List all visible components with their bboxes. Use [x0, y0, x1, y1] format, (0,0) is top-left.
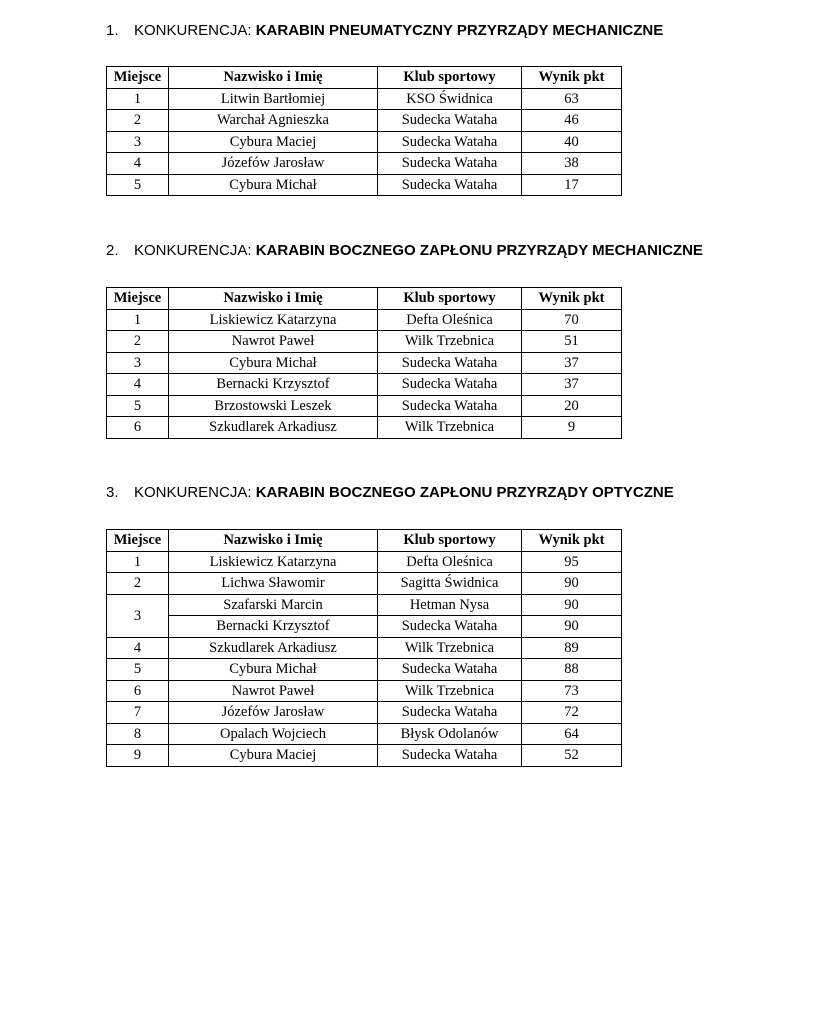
- cell-name: Szkudlarek Arkadiusz: [169, 637, 378, 659]
- table-header-row: [107, 530, 622, 552]
- cell-score: 20: [522, 395, 622, 417]
- cell-club: Sudecka Wataha: [378, 153, 522, 175]
- cell-score: 89: [522, 637, 622, 659]
- cell-score: 90: [522, 616, 622, 638]
- cell-place: 8: [107, 723, 169, 745]
- cell-name: Cybura Michał: [169, 352, 378, 374]
- cell-score: 37: [522, 374, 622, 396]
- cell-score: 38: [522, 153, 622, 175]
- cell-score: 88: [522, 659, 622, 681]
- table-row: [107, 352, 622, 374]
- cell-club: Sudecka Wataha: [378, 616, 522, 638]
- cell-place: 2: [107, 573, 169, 595]
- results-table-3: [106, 529, 622, 767]
- cell-club: Sudecka Wataha: [378, 131, 522, 153]
- cell-score: 63: [522, 88, 622, 110]
- table-row: [107, 659, 622, 681]
- competition-prefix: KONKURENCJA:: [134, 22, 252, 39]
- cell-name: Józefów Jarosław: [169, 702, 378, 724]
- table-row: [107, 594, 622, 616]
- cell-place: 5: [107, 174, 169, 196]
- cell-place: 6: [107, 417, 169, 439]
- cell-name: Bernacki Krzysztof: [169, 616, 378, 638]
- table-row: [107, 680, 622, 702]
- cell-club: KSO Świdnica: [378, 88, 522, 110]
- cell-score: 70: [522, 309, 622, 331]
- column-header-place: Miejsce: [107, 67, 169, 89]
- cell-name: Liskiewicz Katarzyna: [169, 551, 378, 573]
- cell-club: Wilk Trzebnica: [378, 331, 522, 353]
- cell-place: 2: [107, 110, 169, 132]
- column-header-score: Wynik pkt: [522, 67, 622, 89]
- competition-number: 2.: [106, 242, 119, 259]
- cell-place: 9: [107, 745, 169, 767]
- cell-name: Brzostowski Leszek: [169, 395, 378, 417]
- column-header-name: Nazwisko i Imię: [169, 530, 378, 552]
- cell-name: Litwin Bartłomiej: [169, 88, 378, 110]
- cell-score: 46: [522, 110, 622, 132]
- cell-place: 5: [107, 395, 169, 417]
- cell-place: 4: [107, 637, 169, 659]
- table-row: [107, 331, 622, 353]
- cell-name: Cybura Maciej: [169, 745, 378, 767]
- cell-place: 4: [107, 374, 169, 396]
- table-row: [107, 573, 622, 595]
- cell-place: 5: [107, 659, 169, 681]
- cell-name: Nawrot Paweł: [169, 331, 378, 353]
- cell-score: 40: [522, 131, 622, 153]
- cell-club: Sudecka Wataha: [378, 702, 522, 724]
- cell-name: Józefów Jarosław: [169, 153, 378, 175]
- table-row: [107, 616, 622, 638]
- table-row: [107, 723, 622, 745]
- cell-score: 73: [522, 680, 622, 702]
- table-row: [107, 745, 622, 767]
- cell-club: Sudecka Wataha: [378, 395, 522, 417]
- cell-score: 90: [522, 594, 622, 616]
- table-row: [107, 110, 622, 132]
- cell-place: 3: [107, 131, 169, 153]
- cell-name: Liskiewicz Katarzyna: [169, 309, 378, 331]
- results-table-2: [106, 287, 622, 439]
- cell-club: Sudecka Wataha: [378, 745, 522, 767]
- column-header-club: Klub sportowy: [378, 530, 522, 552]
- table-header-row: [107, 288, 622, 310]
- table-header-row: [107, 67, 622, 89]
- cell-score: 17: [522, 174, 622, 196]
- table-row: [107, 702, 622, 724]
- cell-name: Opalach Wojciech: [169, 723, 378, 745]
- cell-name: Lichwa Sławomir: [169, 573, 378, 595]
- table-row: [107, 637, 622, 659]
- cell-score: 52: [522, 745, 622, 767]
- cell-place: 1: [107, 88, 169, 110]
- table-row: [107, 551, 622, 573]
- column-header-name: Nazwisko i Imię: [169, 67, 378, 89]
- cell-name: Szafarski Marcin: [169, 594, 378, 616]
- cell-score: 72: [522, 702, 622, 724]
- cell-score: 95: [522, 551, 622, 573]
- cell-name: Cybura Michał: [169, 659, 378, 681]
- cell-score: 64: [522, 723, 622, 745]
- column-header-score: Wynik pkt: [522, 288, 622, 310]
- table-row: [107, 153, 622, 175]
- cell-place: 1: [107, 309, 169, 331]
- cell-club: Defta Oleśnica: [378, 309, 522, 331]
- cell-place: 3: [107, 594, 169, 637]
- cell-place: 6: [107, 680, 169, 702]
- table-row: [107, 88, 622, 110]
- competition-number: 1.: [106, 22, 119, 39]
- results-table-1: [106, 66, 622, 196]
- cell-club: Sagitta Świdnica: [378, 573, 522, 595]
- cell-club: Sudecka Wataha: [378, 659, 522, 681]
- cell-place: 2: [107, 331, 169, 353]
- column-header-place: Miejsce: [107, 530, 169, 552]
- table-row: [107, 395, 622, 417]
- table-row: [107, 309, 622, 331]
- cell-club: Błysk Odolanów: [378, 723, 522, 745]
- cell-name: Cybura Maciej: [169, 131, 378, 153]
- cell-club: Sudecka Wataha: [378, 174, 522, 196]
- cell-club: Hetman Nysa: [378, 594, 522, 616]
- cell-score: 37: [522, 352, 622, 374]
- cell-name: Nawrot Paweł: [169, 680, 378, 702]
- competition-title: KARABIN BOCZNEGO ZAPŁONU PRZYRZĄDY OPTYCZNE: [255, 484, 674, 501]
- table-row: [107, 417, 622, 439]
- cell-score: 51: [522, 331, 622, 353]
- competition-title: KARABIN PNEUMATYCZNY PRZYRZĄDY MECHANICZNE: [255, 22, 664, 39]
- competition-number: 3.: [106, 484, 119, 501]
- competition-heading-3: [106, 484, 674, 502]
- cell-place: 7: [107, 702, 169, 724]
- cell-name: Szkudlarek Arkadiusz: [169, 417, 378, 439]
- competition-prefix: KONKURENCJA:: [134, 484, 252, 501]
- table-row: [107, 374, 622, 396]
- cell-name: Warchał Agnieszka: [169, 110, 378, 132]
- cell-club: Wilk Trzebnica: [378, 417, 522, 439]
- competition-title: KARABIN BOCZNEGO ZAPŁONU PRZYRZĄDY MECHANICZNE: [255, 242, 703, 259]
- column-header-name: Nazwisko i Imię: [169, 288, 378, 310]
- cell-score: 90: [522, 573, 622, 595]
- cell-place: 1: [107, 551, 169, 573]
- cell-place: 3: [107, 352, 169, 374]
- cell-club: Sudecka Wataha: [378, 110, 522, 132]
- competition-section-2: [106, 242, 703, 436]
- cell-place: 4: [107, 153, 169, 175]
- cell-club: Sudecka Wataha: [378, 374, 522, 396]
- cell-name: Cybura Michał: [169, 174, 378, 196]
- competition-heading-2: [106, 242, 703, 260]
- competition-section-1: [106, 22, 664, 193]
- competition-heading-1: [106, 22, 663, 40]
- cell-club: Wilk Trzebnica: [378, 637, 522, 659]
- cell-club: Wilk Trzebnica: [378, 680, 522, 702]
- competition-prefix: KONKURENCJA:: [134, 242, 252, 259]
- column-header-score: Wynik pkt: [522, 530, 622, 552]
- table-row: [107, 131, 622, 153]
- table-row: [107, 174, 622, 196]
- cell-club: Defta Oleśnica: [378, 551, 522, 573]
- cell-score: 9: [522, 417, 622, 439]
- cell-name: Bernacki Krzysztof: [169, 374, 378, 396]
- competition-section-3: [106, 484, 674, 764]
- column-header-club: Klub sportowy: [378, 288, 522, 310]
- column-header-place: Miejsce: [107, 288, 169, 310]
- cell-club: Sudecka Wataha: [378, 352, 522, 374]
- column-header-club: Klub sportowy: [378, 67, 522, 89]
